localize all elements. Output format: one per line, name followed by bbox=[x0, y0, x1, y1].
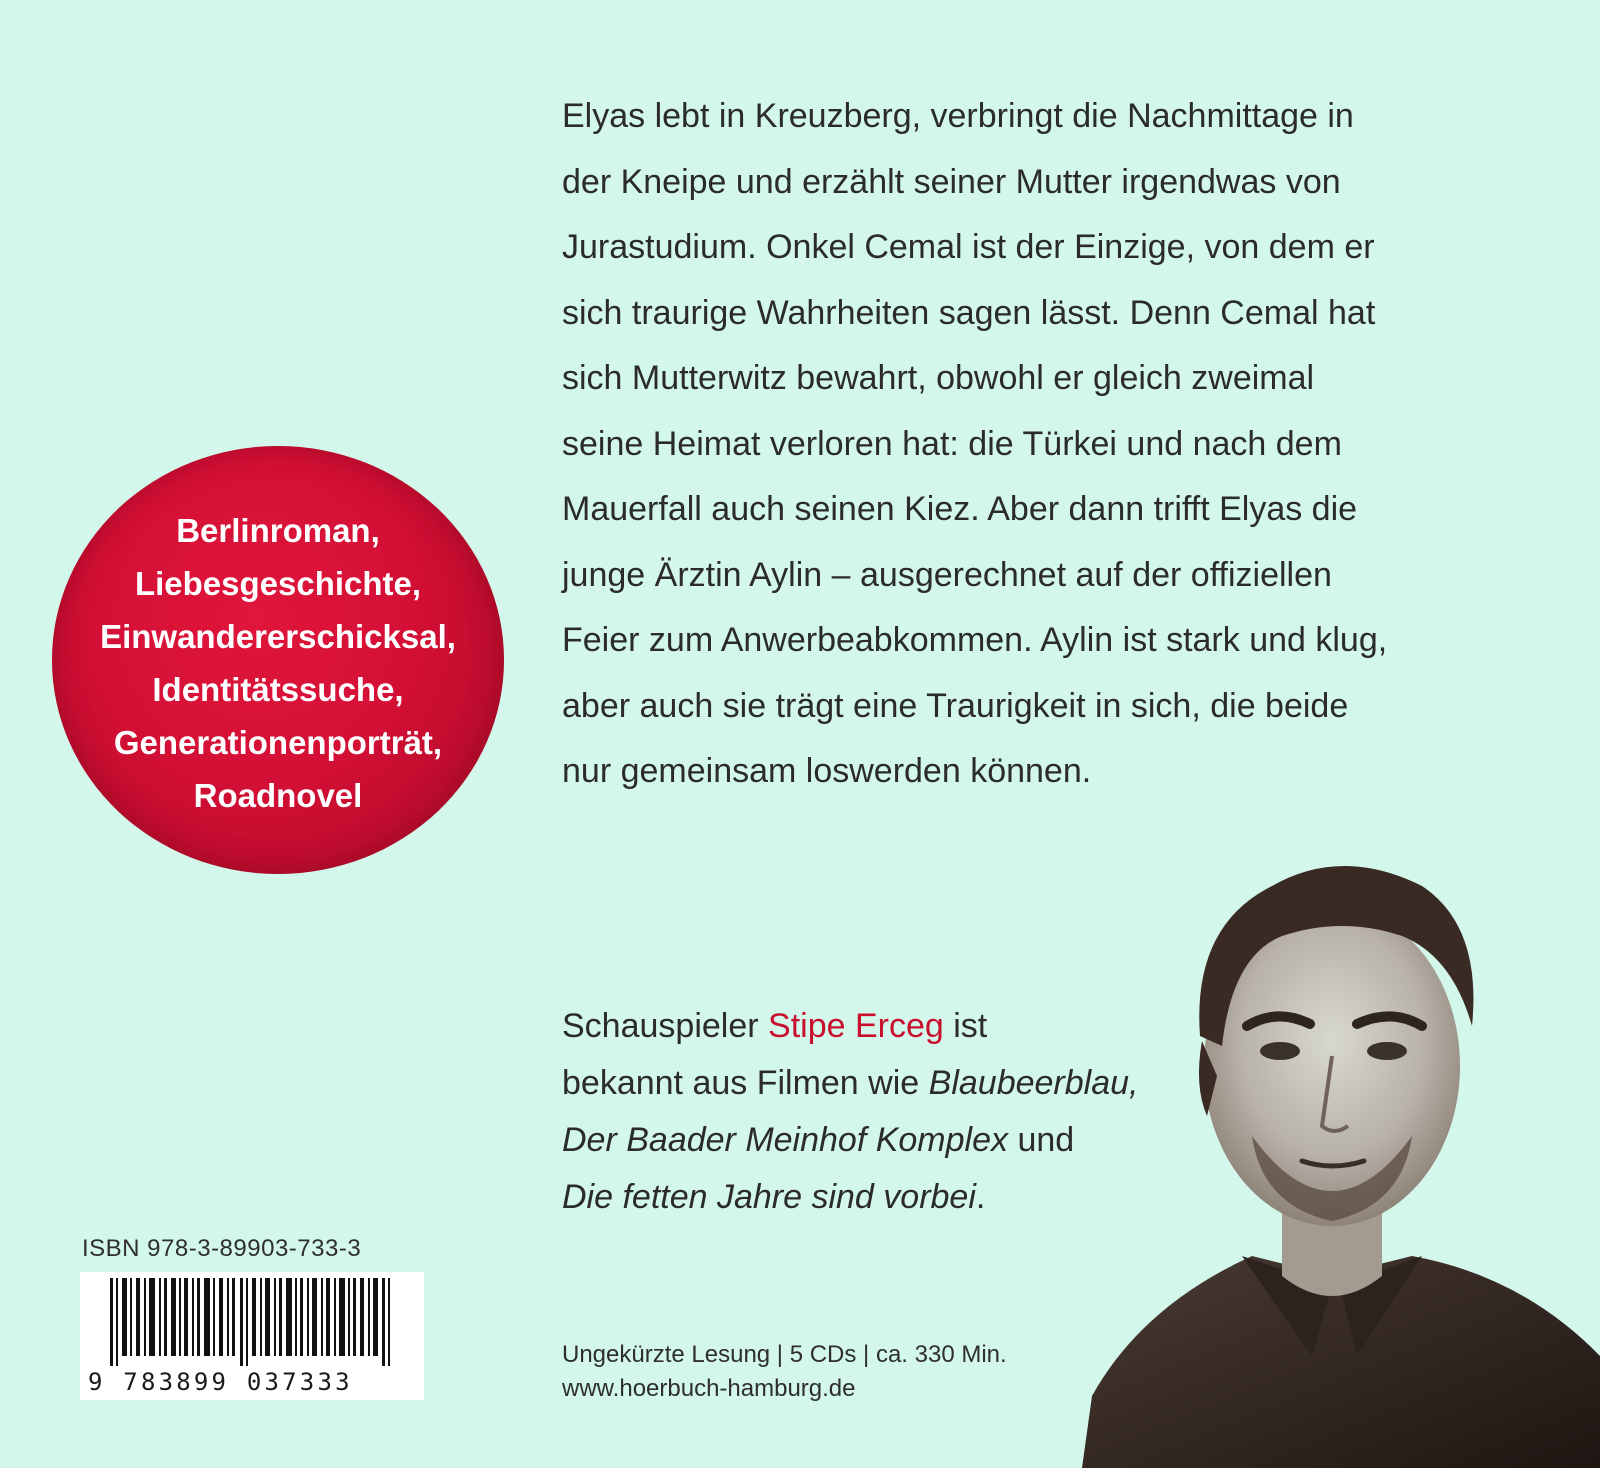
reader-prefix: Schauspieler bbox=[562, 1007, 769, 1045]
blurb-line: sich Mutterwitz bewahrt, obwohl er gleich zweimal bbox=[562, 359, 1315, 397]
product-details: Ungekürzte Lesung | 5 CDs | ca. 330 Min. bbox=[562, 1341, 1007, 1368]
genre-item: Einwandererschicksal, bbox=[100, 618, 456, 655]
genre-item: Liebesgeschichte, bbox=[134, 565, 422, 602]
blurb-line: sich traurige Wahrheiten sagen lässt. Denn Cemal hat bbox=[562, 293, 1376, 332]
publisher-url: www.hoerbuch-hamburg.de bbox=[562, 1375, 856, 1402]
barcode-bars bbox=[80, 1272, 424, 1368]
blurb-line: Jurastudium. Onkel Cemal ist der Einzige, von dem er bbox=[562, 228, 1375, 266]
blurb-line: seine Heimat verloren hat: die Türkei und nach dem bbox=[562, 424, 1342, 463]
reader-line2: bekannt aus Filmen wie bbox=[562, 1064, 929, 1102]
genre-item: Identitätssuche, bbox=[152, 671, 404, 708]
blurb-line: Mauerfall auch seinen Kiez. Aber dann trifft Elyas die bbox=[562, 490, 1358, 528]
reader-portrait bbox=[1082, 836, 1600, 1468]
genre-item: Generationenporträt, bbox=[113, 724, 443, 761]
barcode bbox=[80, 1272, 424, 1400]
reader-period: . bbox=[975, 1178, 986, 1216]
genre-badge bbox=[52, 446, 504, 874]
film-title: Blaubeerblau, bbox=[928, 1064, 1139, 1102]
barcode-digits: 9 783899 037333 bbox=[88, 1368, 353, 1396]
blurb-line: der Kneipe und erzählt seiner Mutter irgendwas von bbox=[562, 162, 1341, 201]
blurb-line: aber auch sie trägt eine Traurigkeit in sich, die beide bbox=[562, 686, 1349, 725]
blurb-line: Elyas lebt in Kreuzberg, verbringt die Nachmittage in bbox=[562, 97, 1354, 135]
genre-badge-text bbox=[100, 504, 456, 822]
reader-and: und bbox=[1008, 1121, 1075, 1159]
genre-item: Roadnovel bbox=[193, 777, 363, 814]
film-title: Der Baader Meinhof Komplex bbox=[562, 1121, 1009, 1159]
reader-name: Stipe Erceg bbox=[768, 1007, 944, 1045]
genre-item: Berlinroman, bbox=[176, 512, 380, 549]
reader-after-name: ist bbox=[943, 1007, 988, 1045]
blurb-line: junge Ärztin Aylin – ausgerechnet auf der offiziellen bbox=[562, 555, 1332, 594]
product-meta bbox=[562, 1338, 1007, 1406]
film-title: Die fetten Jahre sind vorbei bbox=[562, 1178, 976, 1216]
blurb-line: nur gemeinsam loswerden können. bbox=[562, 752, 1092, 790]
blurb-line: Feier zum Anwerbeabkommen. Aylin ist stark und klug, bbox=[562, 621, 1388, 659]
blurb-text bbox=[562, 84, 1562, 805]
isbn-label: ISBN 978-3-89903-733-3 bbox=[82, 1235, 362, 1262]
portrait-image bbox=[1082, 836, 1600, 1468]
